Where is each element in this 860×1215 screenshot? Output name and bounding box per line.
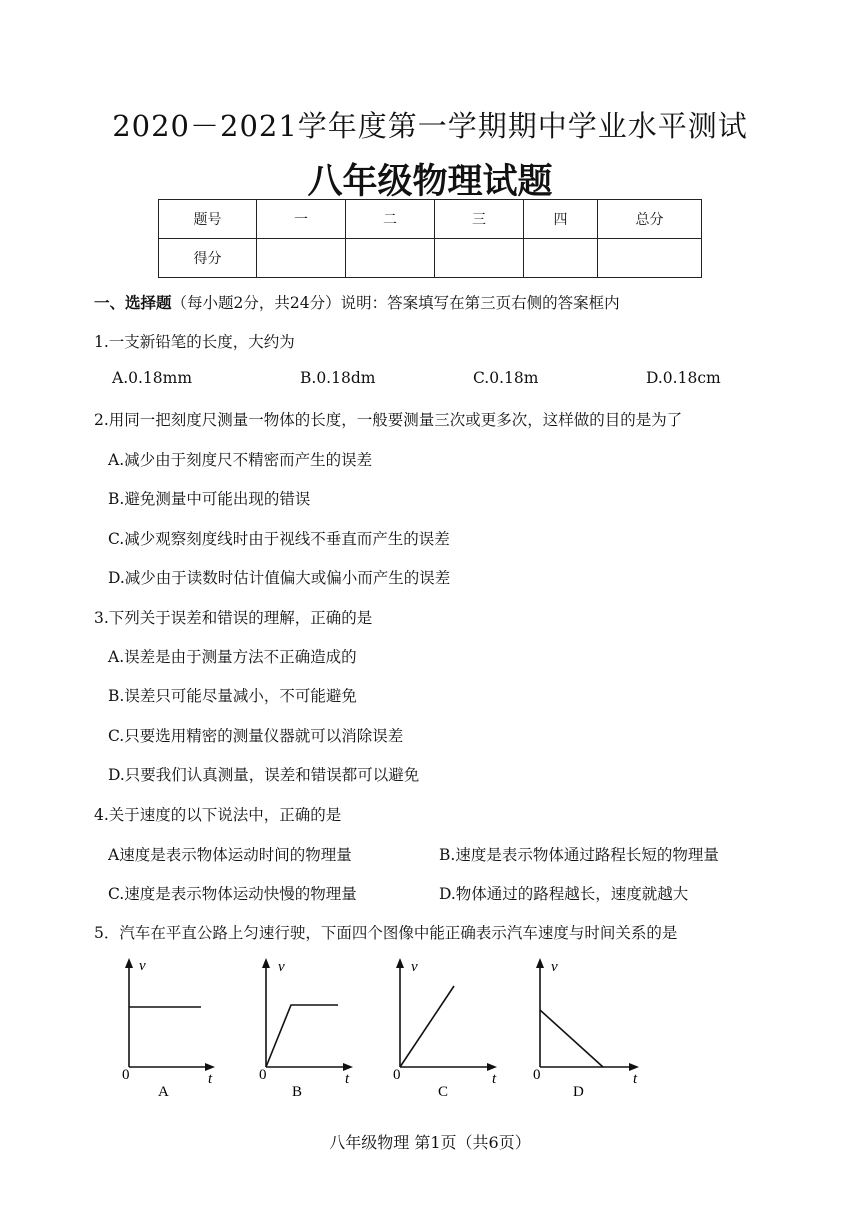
- page-footer: 八年级物理 第1页（共6页）: [329, 1133, 531, 1152]
- section-heading: [94, 291, 620, 313]
- q3-option-d: D.只要我们认真测量，误差和错误都可以避免: [108, 766, 420, 784]
- q1-option-b: B.0.18dm: [300, 369, 376, 387]
- q3-option-a: A.误差是由于测量方法不正确造成的: [108, 648, 357, 666]
- x-axis-label: t: [208, 1071, 213, 1087]
- graph-c: [380, 955, 505, 1105]
- score-blank[interactable]: [346, 239, 435, 278]
- subject-title: 八年级物理试题: [307, 162, 553, 202]
- q3-option-c: C.只要选用精密的测量仪器就可以消除误差: [108, 727, 404, 745]
- score-row-label: 得分: [159, 239, 257, 278]
- y-axis-arrow: [262, 958, 270, 968]
- score-cell-part2: 二: [346, 200, 435, 239]
- y-axis-label: v: [278, 959, 285, 975]
- y-axis-label: v: [139, 958, 146, 974]
- q3-option-b: B.误差只可能尽量减小，不可能避免: [108, 687, 357, 705]
- score-table-header-row: [159, 200, 702, 239]
- graph-c-line: [400, 986, 454, 1067]
- y-axis-label: v: [411, 959, 418, 975]
- score-cell-part3: 三: [435, 200, 524, 239]
- score-cell-part4: 四: [524, 200, 598, 239]
- origin-label: 0: [393, 1067, 401, 1083]
- x-axis-arrow: [343, 1063, 353, 1071]
- question-5-stem: 5．汽车在平直公路上匀速行驶，下面四个图像中能正确表示汽车速度与时间关系的是: [94, 924, 678, 942]
- graph-c-label: C: [438, 1084, 449, 1100]
- x-axis-arrow: [487, 1063, 497, 1071]
- q2-option-d: D.减少由于读数时估计值偏大或偏小而产生的误差: [108, 569, 451, 587]
- y-axis-label: v: [551, 959, 558, 975]
- score-table: [158, 199, 702, 278]
- graph-a: [108, 955, 218, 1105]
- q4-option-c: C.速度是表示物体运动快慢的物理量: [108, 885, 357, 903]
- x-axis-label: t: [633, 1071, 638, 1087]
- section-title: 一、选择题: [94, 294, 172, 312]
- origin-label: 0: [533, 1067, 541, 1083]
- question-1-stem: 1.一支新铅笔的长度，大约为: [94, 333, 295, 351]
- score-blank[interactable]: [257, 239, 346, 278]
- graph-b-line: [266, 1005, 338, 1067]
- x-axis-label: t: [492, 1071, 497, 1087]
- x-axis-label: t: [345, 1071, 350, 1087]
- q2-option-a: A.减少由于刻度尺不精密而产生的误差: [108, 451, 373, 469]
- graph-d-line: [540, 1010, 603, 1067]
- x-axis-arrow: [205, 1063, 215, 1071]
- q4-option-d: D.物体通过的路程越长，速度就越大: [439, 885, 689, 903]
- origin-label: 0: [259, 1067, 267, 1083]
- origin-label: 0: [122, 1067, 130, 1083]
- graph-d: [520, 955, 650, 1105]
- graph-b-label: B: [292, 1084, 303, 1100]
- question-3-stem: 3.下列关于误差和错误的理解，正确的是: [94, 609, 373, 627]
- score-blank[interactable]: [435, 239, 524, 278]
- q1-option-a: A.0.18mm: [112, 369, 193, 387]
- q1-option-c: C.0.18m: [473, 369, 539, 387]
- section-note: （每小题2分，共24分）说明：答案填写在第三页右侧的答案框内: [171, 294, 620, 312]
- y-axis-arrow: [396, 958, 404, 968]
- x-axis-arrow: [629, 1063, 639, 1071]
- graph-b: [246, 955, 356, 1105]
- q2-option-b: B.避免测量中可能出现的错误: [108, 490, 311, 508]
- score-cell-part1: 一: [257, 200, 346, 239]
- score-blank[interactable]: [524, 239, 598, 278]
- score-cell-label: 题号: [159, 200, 257, 239]
- score-cell-total: 总分: [598, 200, 702, 239]
- graph-a-label: A: [158, 1084, 169, 1100]
- page-title: 2020－2021学年度第一学期期中学业水平测试: [112, 109, 748, 143]
- q1-option-d: D.0.18cm: [646, 369, 721, 387]
- question-4-stem: 4.关于速度的以下说法中，正确的是: [94, 806, 342, 824]
- q4-option-b: B.速度是表示物体通过路程长短的物理量: [439, 846, 719, 864]
- score-table-score-row: [159, 239, 702, 278]
- question-2-stem: 2.用同一把刻度尺测量一物体的长度，一般要测量三次或更多次，这样做的目的是为了: [94, 411, 683, 429]
- graph-d-label: D: [573, 1084, 584, 1100]
- score-blank[interactable]: [598, 239, 702, 278]
- q2-option-c: C.减少观察刻度线时由于视线不垂直而产生的误差: [108, 530, 450, 548]
- q4-option-a: A速度是表示物体运动时间的物理量: [108, 846, 352, 864]
- y-axis-arrow: [536, 958, 544, 968]
- y-axis-arrow: [125, 958, 133, 968]
